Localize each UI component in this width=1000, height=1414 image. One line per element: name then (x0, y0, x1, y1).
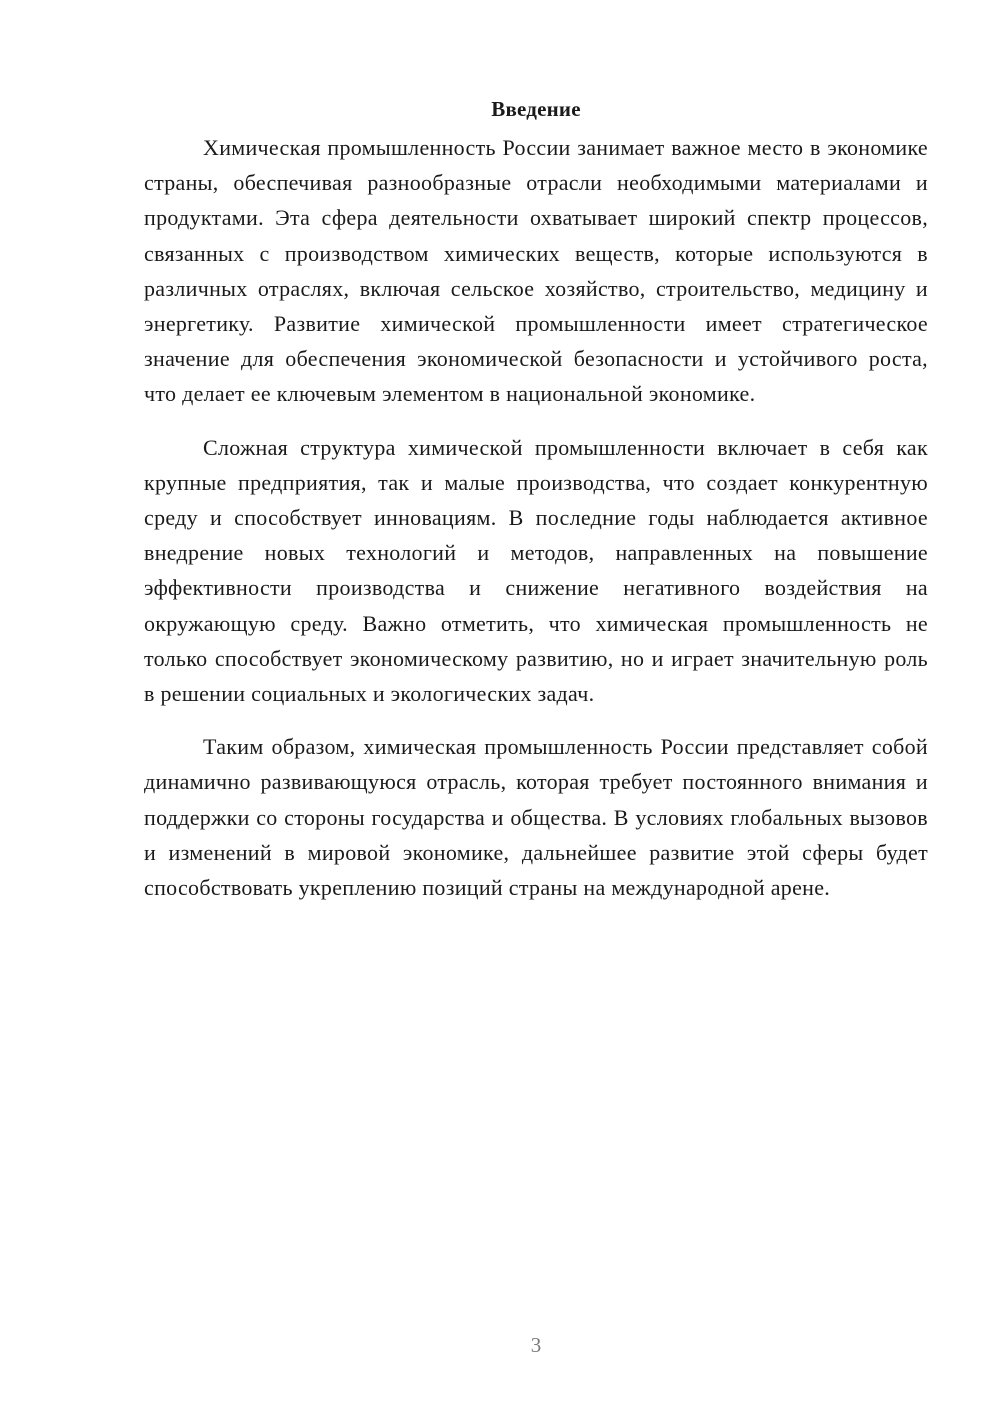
page-number: 3 (530, 1333, 542, 1357)
paragraph-3: Таким образом, химическая промышленность России представляет собой динамично развивающуюся отрасль, которая требует постоянного внимания и поддержки со стороны государства и общества. В условиях глобальных вызовов и изменений в мировой экономике, дальнейшее развитие этой сферы будет способствовать укреплению позиций страны на международной арене. (144, 734, 928, 901)
page-content (144, 90, 928, 923)
section-heading: Введение (491, 97, 581, 121)
paragraph-2: Сложная структура химической промышленности включает в себя как крупные предприятия, так и малые производства, что создает конкурентную среду и способствует инновациям. В последние годы наблюдается активное внедрение новых технологий и методов, направленных на повышение эффективности производства и снижение негативного воздействия на окружающую среду. Важно отметить, что химическая промышленность не только способствует экономическому развитию, но и играет значительную роль в решении социальных и экологических задач. (144, 434, 928, 707)
paragraph-1: Химическая промышленность России занимает важное место в экономике страны, обеспечивая разнообразные отрасли необходимыми материалами и продуктами. Эта сфера деятельности охватывает широкий спектр процессов, связанных с производством химических веществ, которые используются в различных отраслях, включая сельское хозяйство, строительство, медицину и энергетику. Развитие химической промышленности имеет стратегическое значение для обеспечения экономической безопасности и устойчивого роста, что делает ее ключевым элементом в национальной экономике. (144, 135, 928, 407)
